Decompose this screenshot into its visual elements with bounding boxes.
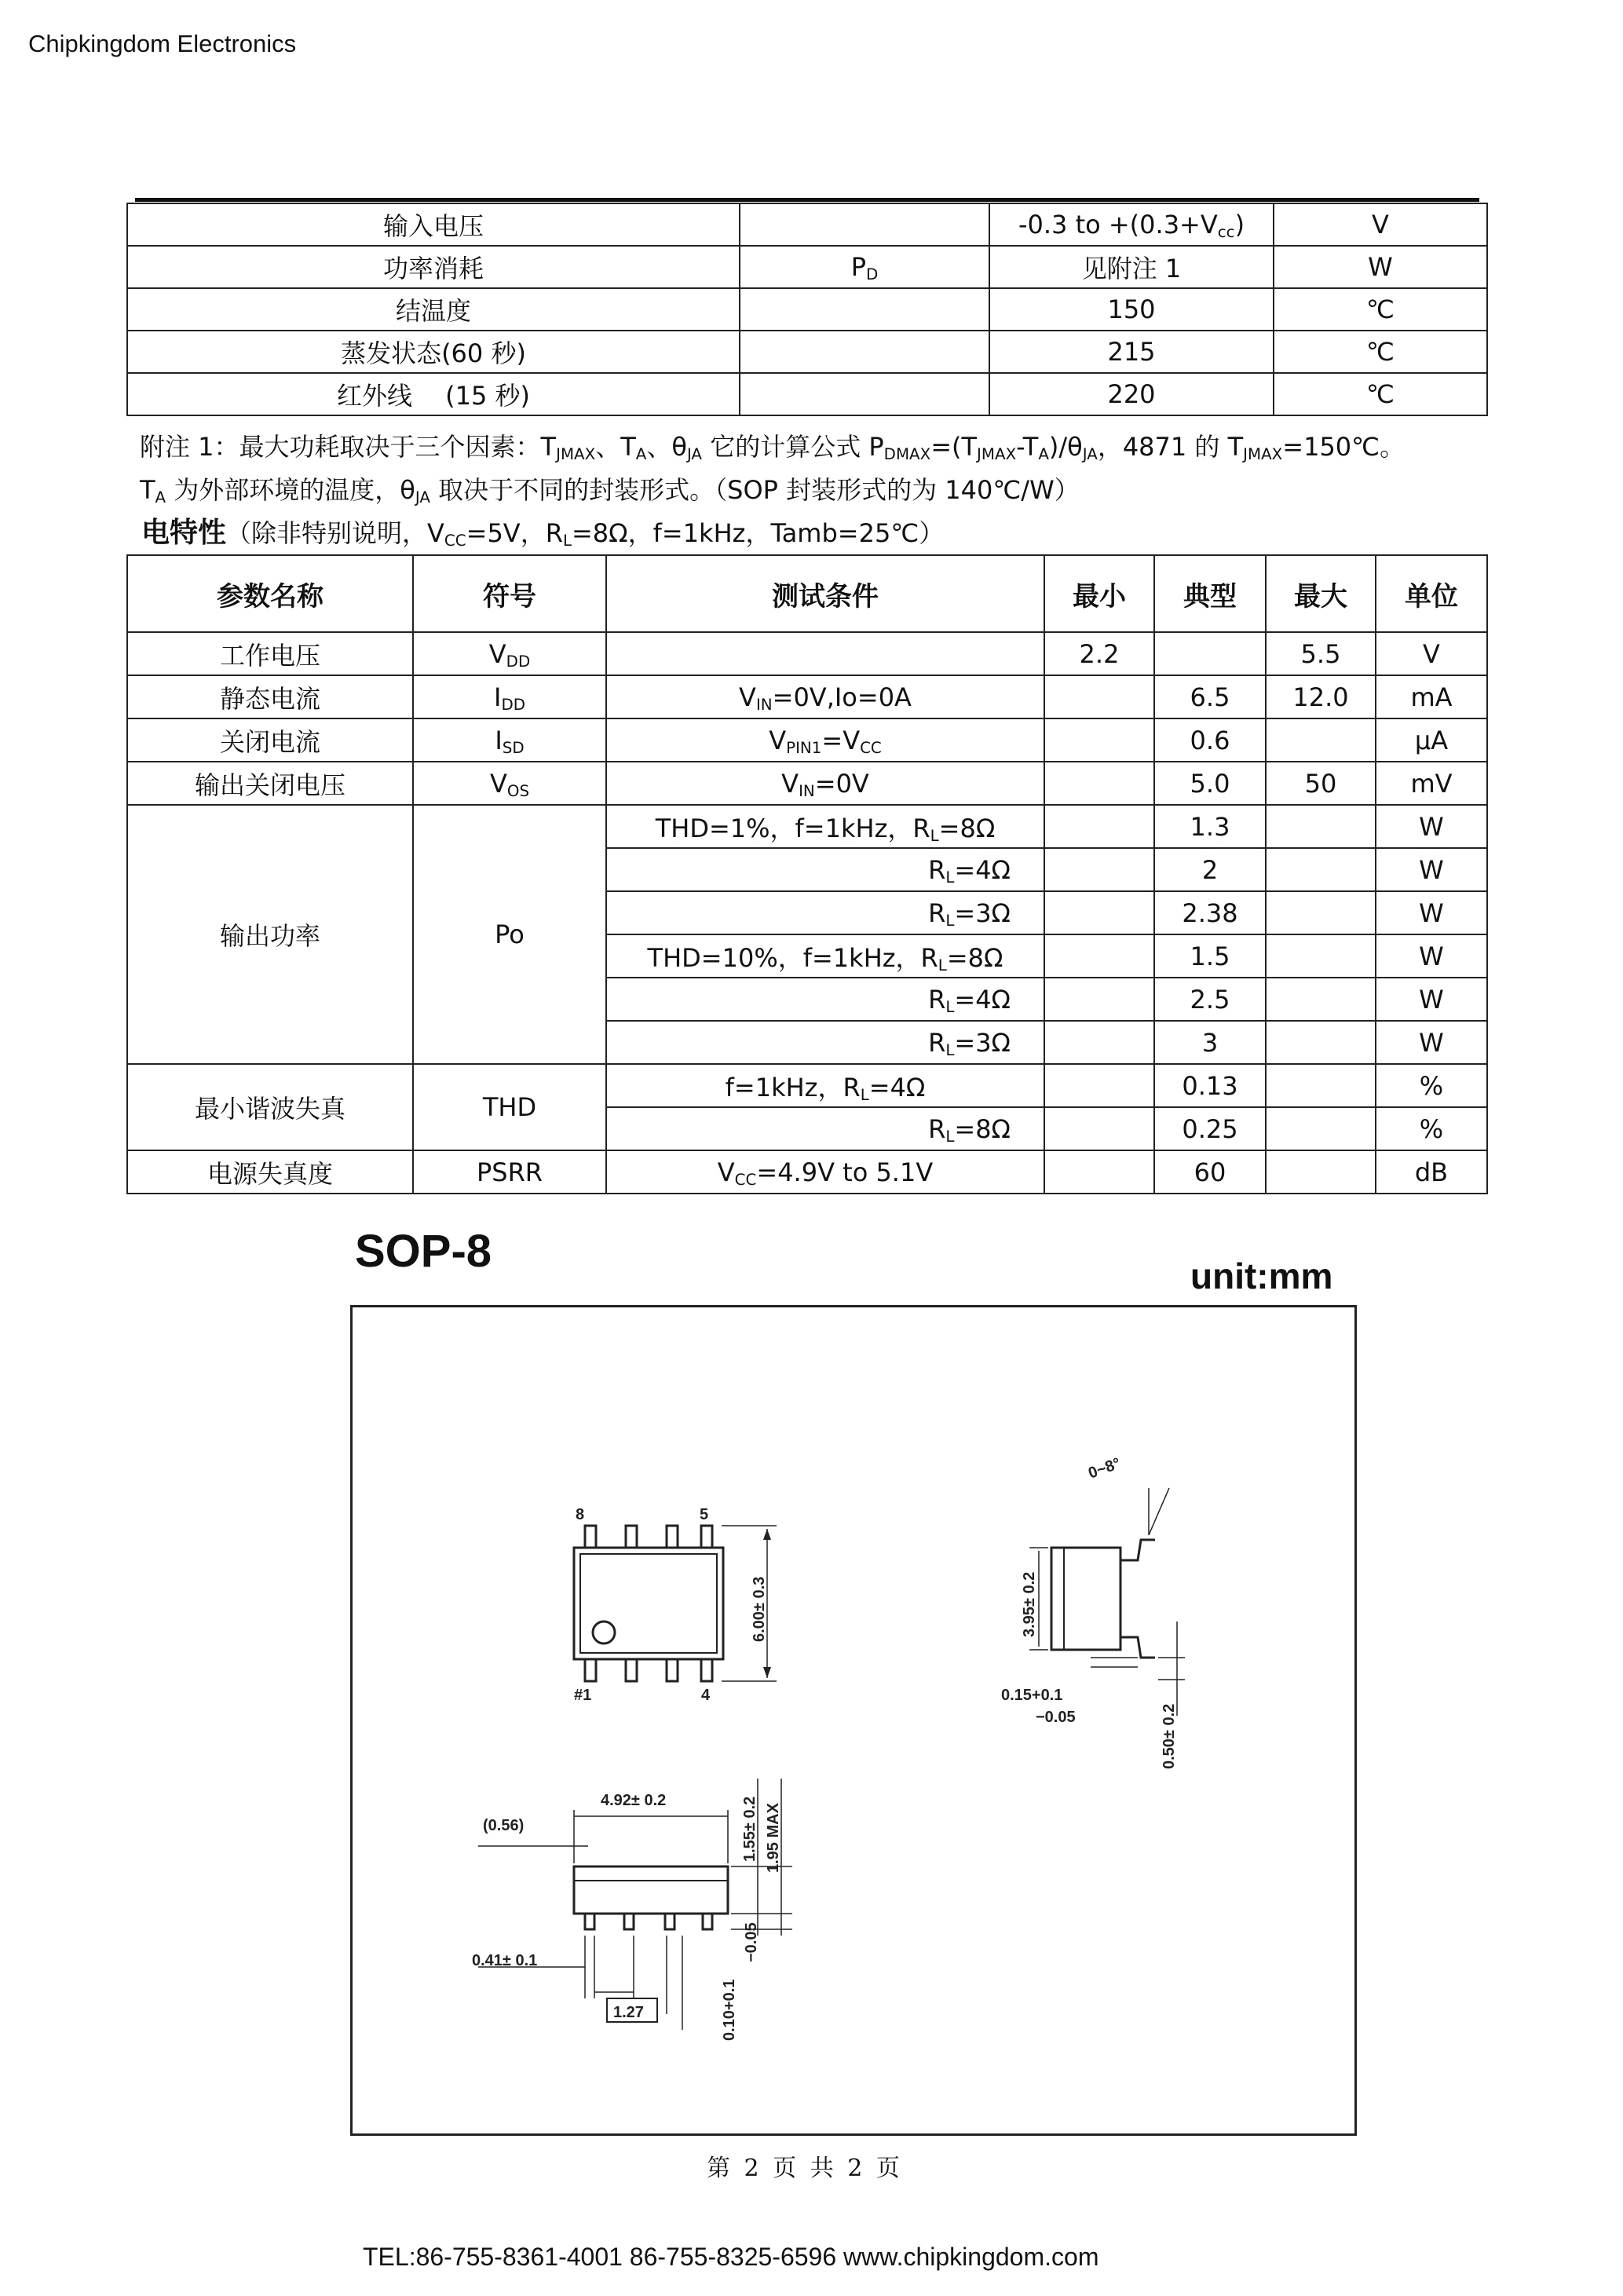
min-cell	[1044, 1150, 1154, 1194]
min-cell	[1044, 978, 1154, 1021]
unit-cell: ℃	[1274, 373, 1487, 415]
condition-cell: THD=1%，f=1kHz，$R_L=8\Omega$	[606, 805, 1044, 848]
pin8-label: 8	[576, 1506, 585, 1523]
section-title: 电特性	[141, 517, 227, 549]
min-cell	[1044, 891, 1154, 934]
top-pins	[585, 1526, 712, 1681]
value-cell: -0.3 to $+(0.3+V_{cc})$	[989, 203, 1274, 246]
max-cell: 5.5	[1266, 632, 1376, 675]
column-header: 最小	[1044, 555, 1154, 632]
company-header: Chipkingdom Electronics	[28, 30, 297, 57]
table-row	[127, 373, 1487, 415]
typ-cell: 60	[1154, 1150, 1266, 1194]
table-row	[127, 1064, 1487, 1107]
unit-cell: W	[1376, 978, 1487, 1021]
package-drawing	[350, 1305, 1357, 2136]
max-cell	[1266, 978, 1376, 1021]
typ-cell: 2.5	[1154, 978, 1266, 1021]
condition-cell: $R_L=4\Omega$	[606, 848, 1044, 891]
column-header: 单位	[1376, 555, 1487, 632]
table-row	[127, 331, 1487, 373]
min-cell	[1044, 1064, 1154, 1107]
pin1-label: #1	[574, 1687, 592, 1704]
symbol-cell: Po	[413, 805, 606, 1064]
max-cell	[1266, 1021, 1376, 1064]
symbol-cell: THD	[413, 1064, 606, 1150]
column-header: 测试条件	[606, 555, 1044, 632]
min-cell	[1044, 1107, 1154, 1150]
min-cell	[1044, 934, 1154, 978]
note-line-1: 附注 1：最大功耗取决于三个因素：$T_{JMAX}$、$T_A$、$\theta_{JA}$ 它的计算公式 $P_{DMAX}=(T_{JMAX}-T_A)/\theta_{JA}$，4871 的 $T_{JMAX}=150℃$。	[140, 432, 1406, 463]
unit-cell: ℃	[1274, 288, 1487, 331]
typ-cell: 0.6	[1154, 718, 1266, 762]
condition-cell: f=1kHz，$R_L=4\Omega$	[606, 1064, 1044, 1107]
max-cell: 50	[1266, 762, 1376, 805]
dim-395-label: 3.95± 0.2	[1021, 1571, 1038, 1637]
param-name-cell: 关闭电流	[127, 718, 413, 762]
condition-cell: $V_{CC}=4.9V$ to 5.1V	[606, 1150, 1044, 1194]
contact-footer: TEL:86-755-8361-4001 86-755-8325-6596 www.chipkingdom.com	[363, 2243, 1099, 2271]
unit-cell: W	[1376, 805, 1487, 848]
unit-cell: μA	[1376, 718, 1487, 762]
max-cell	[1266, 1107, 1376, 1150]
symbol-cell: $V_{DD}$	[413, 632, 606, 675]
min-cell	[1044, 762, 1154, 805]
param-name-cell: 输出功率	[127, 805, 413, 1064]
unit-cell: V	[1274, 203, 1487, 246]
dim-angle-label: 0~8°	[1086, 1454, 1124, 1483]
max-cell	[1266, 1064, 1376, 1107]
dim-050-label: 0.50± 0.2	[1161, 1703, 1178, 1769]
max-cell: 12.0	[1266, 675, 1376, 718]
unit-cell: V	[1376, 632, 1487, 675]
table-header-row	[127, 555, 1487, 632]
param-name-cell: 输出关闭电压	[127, 762, 413, 805]
unit-cell: W	[1376, 1021, 1487, 1064]
table-row	[127, 762, 1487, 805]
table-row	[127, 203, 1487, 246]
typ-cell: 6.5	[1154, 675, 1266, 718]
condition-cell: $R_L=8\Omega$	[606, 1107, 1044, 1150]
value-cell: 220	[989, 373, 1274, 415]
param-name-cell: 结温度	[127, 288, 740, 331]
param-name-cell: 工作电压	[127, 632, 413, 675]
param-name-cell: 蒸发状态(60 秒)	[127, 331, 740, 373]
min-cell	[1044, 805, 1154, 848]
dim-width-label: 6.00± 0.3	[751, 1576, 768, 1642]
param-name-cell: 静态电流	[127, 675, 413, 718]
max-cell	[1266, 848, 1376, 891]
unit-cell: dB	[1376, 1150, 1487, 1194]
column-header: 典型	[1154, 555, 1266, 632]
end-view	[1029, 1488, 1185, 1716]
electrical-characteristics-title	[141, 510, 944, 550]
min-cell	[1044, 848, 1154, 891]
table-row	[127, 632, 1487, 675]
condition-cell: $V_{PIN1}=V_{CC}$	[606, 718, 1044, 762]
condition-cell: $V_{IN}=0V,Io=0A$	[606, 675, 1044, 718]
dim-155-label: 1.55± 0.2	[741, 1796, 758, 1862]
max-cell	[1266, 934, 1376, 978]
param-name-cell: 最小谐波失真	[127, 1064, 413, 1150]
param-name-cell: 红外线 (15 秒)	[127, 373, 740, 415]
symbol-cell: $P_D$	[740, 246, 989, 288]
table-row	[127, 246, 1487, 288]
unit-cell: W	[1274, 246, 1487, 288]
condition-cell	[606, 632, 1044, 675]
min-cell	[1044, 1021, 1154, 1064]
column-header: 参数名称	[127, 555, 413, 632]
typ-cell: 0.13	[1154, 1064, 1266, 1107]
package-title: SOP-8	[355, 1226, 492, 1277]
unit-cell: W	[1376, 848, 1487, 891]
dim-041-label: 0.41± 0.1	[472, 1952, 538, 1969]
min-cell: 2.2	[1044, 632, 1154, 675]
symbol-cell: PSRR	[413, 1150, 606, 1194]
symbol-cell: $I_{SD}$	[413, 718, 606, 762]
chip-body-side	[574, 1866, 728, 1914]
max-cell	[1266, 1150, 1376, 1194]
test-conditions-note: （除非特别说明，$V_{CC}=5V$，$R_L=8\Omega$，f=1kHz，Tamb=25℃）	[226, 518, 945, 550]
dim-127-label: 1.27	[613, 2004, 644, 2021]
condition-cell: $R_L=3\Omega$	[606, 891, 1044, 934]
symbol-cell	[740, 288, 989, 331]
value-cell: 150	[989, 288, 1274, 331]
symbol-cell	[740, 373, 989, 415]
unit-cell: mV	[1376, 762, 1487, 805]
unit-cell: ℃	[1274, 331, 1487, 373]
absolute-ratings-table	[126, 203, 1488, 416]
top-view	[574, 1526, 777, 1681]
power-note	[140, 426, 1506, 512]
typ-cell	[1154, 632, 1266, 675]
symbol-cell: $I_{DD}$	[413, 675, 606, 718]
electrical-characteristics-table	[126, 554, 1488, 1194]
unit-label: unit:mm	[1190, 1256, 1333, 1296]
typ-cell: 2	[1154, 848, 1266, 891]
unit-cell: W	[1376, 934, 1487, 978]
chip-body-end	[1051, 1548, 1120, 1650]
dim-195-label: 1.95 MAX	[765, 1803, 782, 1873]
sop8-outline-svg	[353, 1307, 1354, 2133]
max-cell	[1266, 805, 1376, 848]
param-name-cell: 输入电压	[127, 203, 740, 246]
pin4-label: 4	[701, 1687, 711, 1704]
dim-015b-label: −0.05	[1036, 1709, 1076, 1726]
condition-cell: $R_L=3\Omega$	[606, 1021, 1044, 1064]
param-name-cell: 电源失真度	[127, 1150, 413, 1194]
param-name-cell: 功率消耗	[127, 246, 740, 288]
unit-cell: W	[1376, 891, 1487, 934]
table-top-rule	[135, 198, 1479, 202]
min-cell	[1044, 718, 1154, 762]
table-row	[127, 718, 1487, 762]
condition-cell: THD=10%，f=1kHz，$R_L=8\Omega$	[606, 934, 1044, 978]
pin1-marker	[593, 1621, 615, 1643]
min-cell	[1044, 675, 1154, 718]
typ-cell: 2.38	[1154, 891, 1266, 934]
dim-010b-label: −0.05	[743, 1922, 760, 1962]
max-cell	[1266, 718, 1376, 762]
symbol-cell	[740, 331, 989, 373]
condition-cell: $V_{IN}=0V$	[606, 762, 1044, 805]
table-row	[127, 1150, 1487, 1194]
pin5-label: 5	[700, 1506, 709, 1523]
typ-cell: 1.5	[1154, 934, 1266, 978]
value-cell: 215	[989, 331, 1274, 373]
typ-cell: 0.25	[1154, 1107, 1266, 1150]
condition-cell: $R_L=4\Omega$	[606, 978, 1044, 1021]
unit-cell: mA	[1376, 675, 1487, 718]
value-cell: 见附注 1	[989, 246, 1274, 288]
chip-body-inner	[580, 1554, 717, 1653]
typ-cell: 5.0	[1154, 762, 1266, 805]
dim-010-label: 0.10+0.1	[721, 1979, 738, 2041]
typ-cell: 1.3	[1154, 805, 1266, 848]
table-row	[127, 675, 1487, 718]
table-row	[127, 805, 1487, 848]
dim-056-label: (0.56)	[483, 1817, 525, 1834]
dim-body-label: 4.92± 0.2	[601, 1792, 667, 1809]
chip-body-top	[574, 1548, 723, 1659]
dim-015-label: 0.15+0.1	[1001, 1687, 1063, 1704]
column-header: 符号	[413, 555, 606, 632]
unit-cell: %	[1376, 1064, 1487, 1107]
unit-cell: %	[1376, 1107, 1487, 1150]
column-header: 最大	[1266, 555, 1376, 632]
symbol-cell: $V_{OS}$	[413, 762, 606, 805]
max-cell	[1266, 891, 1376, 934]
note-line-2: $T_A$ 为外部环境的温度，$\theta_{JA}$ 取决于不同的封装形式。（SOP 封装形式的为 140℃/W）	[140, 475, 1080, 506]
symbol-cell	[740, 203, 989, 246]
table-row	[127, 288, 1487, 331]
typ-cell: 3	[1154, 1021, 1266, 1064]
page-number: 第 2 页 共 2 页	[707, 2155, 903, 2182]
